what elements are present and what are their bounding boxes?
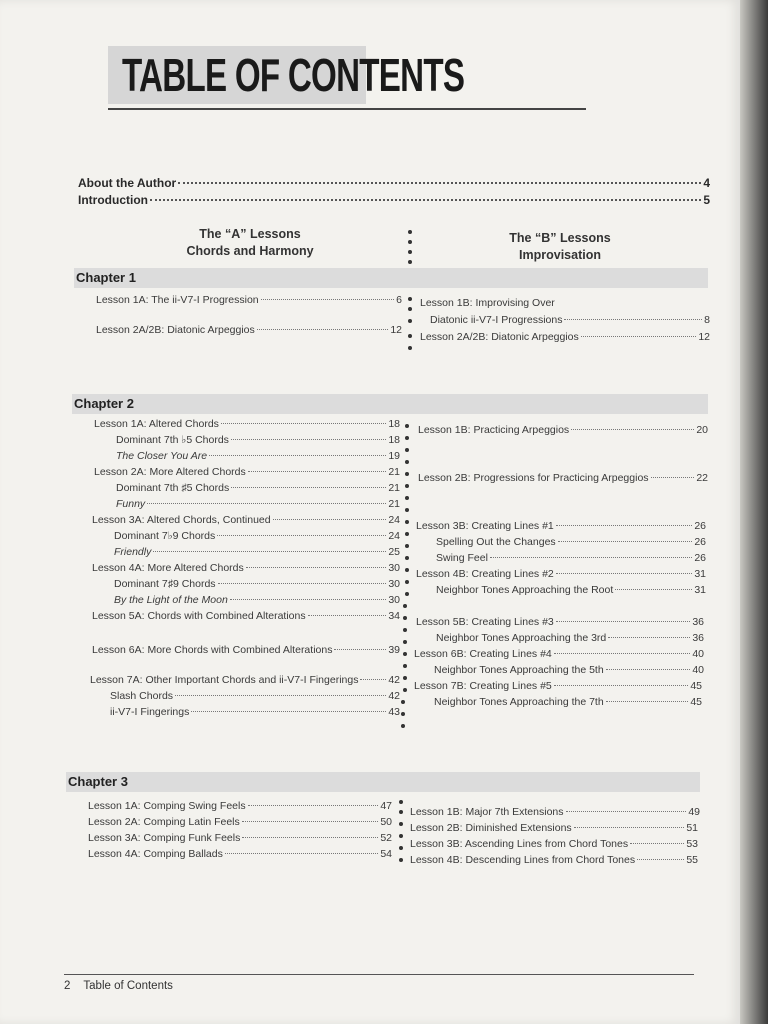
toc-entry-label: Lesson 7A: Other Important Chords and ii-V7-I Fingerings [90,674,359,686]
toc-entry [436,632,704,644]
column-header-b [450,230,670,264]
toc-entry-label: Lesson 4B: Descending Lines from Chord Tones [410,854,636,866]
toc-entry-label: Dominant 7th ♯5 Chords [116,482,230,494]
toc-entry-about-author [78,176,710,190]
dot-leader [630,843,684,844]
toc-entry-page: 18 [388,418,400,430]
bullet-dot [408,230,412,234]
bullet-dot [399,858,403,862]
dot-leader [231,487,386,488]
toc-entry-page: 30 [388,562,400,574]
toc-entry-label: Neighbor Tones Approaching the Root [436,584,614,596]
bullet-dot [405,592,409,596]
toc-entry-label: Swing Feel [436,552,488,564]
chapter-3-heading: Chapter 3 [68,774,128,789]
toc-entry [92,562,400,574]
toc-entry-label: Dominant 7♭9 Chords [114,530,216,542]
toc-entry [92,644,400,656]
bullet-dot [403,664,407,668]
toc-entry-page: 54 [380,848,392,860]
dot-leader [248,471,387,472]
toc-entry-label: ii-V7-I Fingerings [110,706,190,718]
toc-entry-label: Lesson 4A: Comping Ballads [88,848,223,860]
dot-leader [558,541,693,542]
toc-entry [96,294,402,306]
toc-entry [434,664,704,676]
toc-entry-page: 12 [390,324,402,336]
bullet-dot [399,800,403,804]
bullet-dot [408,297,412,301]
toc-entry-label: Lesson 1B: Practicing Arpeggios [418,424,570,436]
bullet-dot [401,724,405,728]
bullet-dot [408,240,412,244]
dot-leader [242,821,379,822]
toc-entry-page: 6 [396,294,402,306]
dot-leader [225,853,378,854]
toc-entry [436,536,706,548]
dot-leader [608,637,690,638]
dot-leader [147,503,386,504]
dot-leader [209,455,386,456]
toc-entry [94,466,400,478]
toc-entry-label: By the Light of the Moon [114,594,228,606]
toc-entry-page: 21 [388,482,400,494]
toc-entry-page: 52 [380,832,392,844]
dot-leader [217,535,386,536]
bullet-dot [408,260,412,264]
footer-rule [64,974,694,975]
dot-leader [178,182,701,184]
chapter-band [66,772,700,792]
toc-entry-label: Lesson 1A: The ii-V7-I Progression [96,294,259,306]
dot-leader [261,299,395,300]
dot-leader [221,423,386,424]
dot-leader [230,599,386,600]
toc-entry-page: 36 [692,616,704,628]
toc-entry-song [114,546,400,558]
bullet-dot [399,822,403,826]
toc-entry [114,578,400,590]
chapter-band [74,268,708,288]
toc-entry-label: Lesson 1A: Altered Chords [94,418,219,430]
bullet-dot [405,460,409,464]
toc-entry [116,482,400,494]
toc-entry-label: Lesson 2A: Comping Latin Feels [88,816,240,828]
dot-leader [360,679,386,680]
toc-entry-page: 25 [388,546,400,558]
toc-entry-label: Lesson 2A/2B: Diatonic Arpeggios [96,324,255,336]
toc-entry-label: The Closer You Are [116,450,208,462]
bullet-dot [405,544,409,548]
page-number: 2 [64,980,71,992]
toc-entry-page: 26 [694,520,706,532]
bullet-dot [405,484,409,488]
bullet-dot [408,307,412,311]
toc-entry [414,648,704,660]
toc-entry-page: 21 [388,498,400,510]
toc-entry-song [116,450,400,462]
bullet-dot [403,628,407,632]
toc-entry [92,514,400,526]
bullet-dot [399,846,403,850]
dot-leader [554,653,691,654]
toc-entry [414,680,702,692]
toc-entry-page: 47 [380,800,392,812]
toc-entry-page: 31 [694,584,706,596]
toc-entry [436,552,706,564]
dot-leader [651,477,695,478]
toc-entry-page: 42 [388,690,400,702]
toc-entry-page: 4 [703,176,710,190]
bullet-dot [405,508,409,512]
toc-entry-page: 22 [696,472,708,484]
bullet-dot [405,436,409,440]
toc-entry-label: Diatonic ii-V7-I Progressions [430,314,563,326]
running-footer-text: Table of Contents [83,980,173,992]
page-title: TABLE OF CONTENTS [122,49,465,101]
dot-leader [556,573,693,574]
bullet-dot [408,346,412,350]
toc-entry-label: Lesson 2B: Diminished Extensions [410,822,572,834]
toc-entry-page: 30 [388,578,400,590]
toc-entry-page: 19 [388,450,400,462]
bullet-dot [403,640,407,644]
toc-entry-label: Lesson 3B: Creating Lines #1 [416,520,554,532]
dot-leader [556,621,691,622]
toc-entry [410,854,698,866]
bullet-dot [405,580,409,584]
toc-entry-page: 20 [696,424,708,436]
bullet-dot [408,250,412,254]
toc-entry [434,696,702,708]
toc-entry-label: Lesson 2B: Progressions for Practicing Arpeggios [418,472,649,484]
toc-entry-page: 12 [698,331,710,343]
dot-leader [218,583,387,584]
dot-leader [273,519,387,520]
dot-leader [566,811,687,812]
toc-entry-label: Lesson 2A: More Altered Chords [94,466,246,478]
toc-entry-label: Funny [116,498,146,510]
toc-entry-label: Dominant 7♯9 Chords [114,578,216,590]
chapter-2-heading: Chapter 2 [74,396,134,411]
column-header-b-line1: The “B” Lessons [509,231,611,245]
toc-entry-page: 45 [690,680,702,692]
dot-leader [191,711,386,712]
toc-entry-label: Lesson 1A: Comping Swing Feels [88,800,246,812]
toc-entry-label: Lesson 4B: Creating Lines #2 [416,568,554,580]
toc-entry-label: Lesson 4A: More Altered Chords [92,562,244,574]
dot-leader [556,525,693,526]
dot-leader [242,837,378,838]
toc-entry [90,674,400,686]
toc-entry [88,848,392,860]
toc-entry-page: 5 [703,193,710,207]
toc-entry-label: Friendly [114,546,152,558]
column-header-b-line2: Improvisation [519,248,601,262]
toc-entry-label: Lesson 5B: Creating Lines #3 [416,616,554,628]
toc-entry [410,838,698,850]
toc-entry-label: Lesson 3A: Comping Funk Feels [88,832,241,844]
toc-entry [416,568,706,580]
toc-entry-label: Lesson 3B: Ascending Lines from Chord Tones [410,838,629,850]
toc-entry-label: Lesson 6B: Creating Lines #4 [414,648,552,660]
dot-leader [606,669,691,670]
toc-entry-label: Lesson 6A: More Chords with Combined Alterations [92,644,333,656]
dot-leader [574,827,685,828]
toc-entry-page: 43 [388,706,400,718]
toc-entry [410,822,698,834]
book-spine-shadow [740,0,768,1024]
toc-entry-page: 42 [388,674,400,686]
column-header-a [140,226,360,260]
toc-entry [436,584,706,596]
bullet-dot [399,810,403,814]
toc-entry-page: 26 [694,536,706,548]
toc-entry-page: 49 [688,806,700,818]
dot-leader [606,701,689,702]
toc-entry-label: Spelling Out the Changes [436,536,556,548]
toc-entry-song [116,498,400,510]
toc-entry-page: 36 [692,632,704,644]
toc-entry-label: Neighbor Tones Approaching the 7th [434,696,604,708]
toc-entry-page: 55 [686,854,698,866]
bullet-dot [401,712,405,716]
toc-entry [110,706,400,718]
toc-entry-label: Neighbor Tones Approaching the 3rd [436,632,607,644]
bullet-dot [405,520,409,524]
toc-entry [430,314,710,326]
toc-entry-label: Lesson 1B: Major 7th Extensions [410,806,564,818]
bullet-dot [405,472,409,476]
toc-entry-label: Dominant 7th ♭5 Chords [116,434,229,446]
toc-entry-label: Slash Chords [110,690,174,702]
dot-leader [246,567,387,568]
toc-entry-page: 50 [380,816,392,828]
toc-entry-label: Neighbor Tones Approaching the 5th [434,664,604,676]
toc-entry [88,800,392,812]
toc-entry-page: 45 [690,696,702,708]
toc-entry-page: 18 [388,434,400,446]
bullet-dot [403,652,407,656]
chapter-band [72,394,708,414]
bullet-dot [405,424,409,428]
toc-entry [88,816,392,828]
bullet-dot [405,448,409,452]
bullet-dot [399,834,403,838]
dot-leader [308,615,387,616]
bullet-dot [405,556,409,560]
toc-entry-song [114,594,400,606]
toc-entry-label: Lesson 5A: Chords with Combined Alterations [92,610,306,622]
toc-entry-page: 8 [704,314,710,326]
toc-entry [418,424,708,436]
dot-leader [554,685,689,686]
bullet-dot [408,319,412,323]
dot-leader [564,319,702,320]
toc-entry [418,472,708,484]
toc-entry-label: Introduction [78,193,148,207]
dot-leader [571,429,694,430]
toc-entry-page: 24 [388,514,400,526]
dot-leader [153,551,386,552]
bullet-dot [403,616,407,620]
bullet-dot [405,532,409,536]
dot-leader [248,805,379,806]
dot-leader [257,329,389,330]
toc-entry-label: Lesson 1B: Improvising Over [420,297,555,309]
toc-entry-page: 40 [692,648,704,660]
dot-leader [615,589,692,590]
toc-entry-page: 51 [686,822,698,834]
dot-leader [231,439,386,440]
column-header-a-line1: The “A” Lessons [199,227,301,241]
toc-entry-page: 31 [694,568,706,580]
bullet-dot [401,700,405,704]
toc-entry-page: 40 [692,664,704,676]
dot-leader [637,859,684,860]
toc-entry-page: 30 [388,594,400,606]
toc-entry-label: Lesson 3A: Altered Chords, Continued [92,514,271,526]
bullet-dot [408,334,412,338]
toc-entry [410,806,700,818]
toc-entry [420,331,710,343]
toc-entry [94,418,400,430]
dot-leader [175,695,386,696]
dot-leader [490,557,692,558]
toc-entry-page: 39 [388,644,400,656]
toc-entry [416,520,706,532]
bullet-dot [405,496,409,500]
toc-entry [114,530,400,542]
title-rule [108,108,586,110]
dot-leader [581,336,697,337]
chapter-1-heading: Chapter 1 [76,270,136,285]
bullet-dot [403,688,407,692]
toc-entry-page: 34 [388,610,400,622]
toc-entry-label: Lesson 2A/2B: Diatonic Arpeggios [420,331,579,343]
toc-entry-label: Lesson 7B: Creating Lines #5 [414,680,552,692]
toc-entry-page: 53 [686,838,698,850]
toc-entry [116,434,400,446]
toc-entry-page: 26 [694,552,706,564]
toc-entry [96,324,402,336]
column-header-a-line2: Chords and Harmony [186,244,314,258]
page-footer [64,980,173,992]
dot-leader [334,649,386,650]
dot-leader [150,199,701,201]
toc-entry [92,610,400,622]
bullet-dot [403,604,407,608]
toc-entry [110,690,400,702]
toc-entry-introduction [78,193,710,207]
toc-entry-page: 24 [388,530,400,542]
bullet-dot [403,676,407,680]
toc-entry [416,616,704,628]
toc-entry-label: About the Author [78,176,177,190]
toc-entry-page: 21 [388,466,400,478]
toc-entry [88,832,392,844]
bullet-dot [405,568,409,572]
